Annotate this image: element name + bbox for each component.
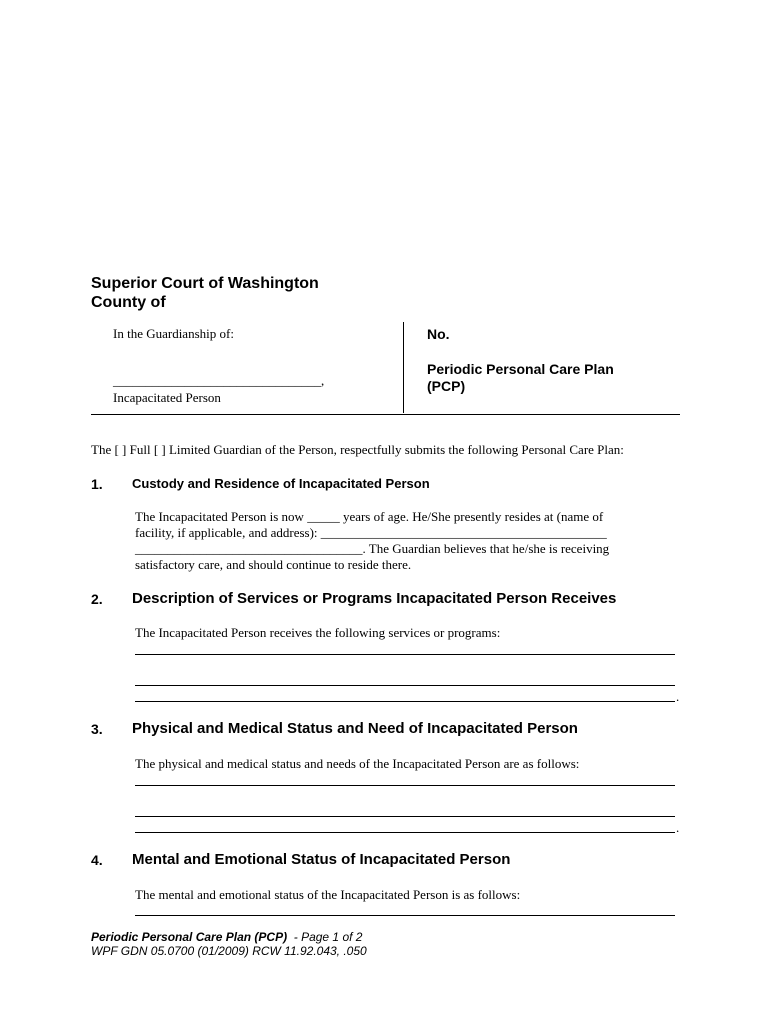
footer-form-title: Periodic Personal Care Plan (PCP) [91, 930, 288, 944]
section-2-title: Description of Services or Programs Incapacitated Person Receives [132, 590, 617, 607]
footer-page-number: - Page 1 of 2 [287, 930, 363, 944]
section-2-number: 2. [91, 591, 103, 607]
section-3-end-dot: . [676, 820, 680, 835]
section-2-paragraph: The Incapacitated Person receives the following services or programs: [135, 625, 501, 640]
section-4-number: 4. [91, 852, 103, 868]
section-1-title: Custody and Residence of Incapacitated Person [132, 476, 430, 491]
section-4-answer-line-1[interactable] [135, 915, 675, 916]
section-2-answer-line-3[interactable] [135, 701, 675, 702]
footer-title-line [91, 930, 367, 944]
court-heading [91, 274, 319, 312]
court-name: Superior Court of Washington [91, 275, 319, 292]
section-2-answer-line-1[interactable] [135, 654, 675, 655]
incapacitated-person-label: Incapacitated Person [113, 390, 221, 405]
section-1-number: 1. [91, 476, 103, 492]
case-number-label: No. [427, 326, 450, 342]
section-1-line-1: The Incapacitated Person is now _____ years of age. He/She presently resides at (name of [135, 509, 604, 524]
section-3-answer-line-3[interactable] [135, 832, 675, 833]
section-2-end-dot: . [676, 689, 680, 704]
footer-form-code: WPF GDN 05.0700 (01/2009) RCW 11.92.043, .050 [91, 944, 367, 958]
section-3-answer-line-2[interactable] [135, 816, 675, 817]
section-3-paragraph: The physical and medical status and needs of the Incapacitated Person are as follows: [135, 756, 580, 771]
section-4-paragraph: The mental and emotional status of the Incapacitated Person is as follows: [135, 887, 521, 902]
section-3-number: 3. [91, 721, 103, 737]
section-4-title: Mental and Emotional Status of Incapacitated Person [132, 851, 511, 868]
guardianship-of-label: In the Guardianship of: [113, 326, 234, 341]
document-title-line2: (PCP) [427, 378, 466, 394]
document-title [427, 361, 657, 395]
intro-statement: The [ ] Full [ ] Limited Guardian of the Person, respectfully submits the following Personal Care Plan: [91, 442, 624, 457]
section-1-line-4: satisfactory care, and should continue to reside there. [135, 557, 412, 572]
section-1-line-2: facility, if applicable, and address): ____________________________________________ [135, 525, 607, 540]
person-name-field[interactable]: ________________________________, [113, 373, 325, 388]
section-3-title: Physical and Medical Status and Need of Incapacitated Person [132, 720, 578, 737]
document-title-line1: Periodic Personal Care Plan [427, 361, 614, 377]
page-footer [91, 930, 367, 958]
section-2-answer-line-2[interactable] [135, 685, 675, 686]
section-1-line-3: ___________________________________. The Guardian believes that he/she is receiving [135, 541, 610, 556]
section-1-paragraph [135, 509, 609, 573]
case-caption [91, 322, 680, 415]
caption-divider [403, 322, 404, 413]
county-label: County of [91, 294, 166, 311]
section-3-answer-line-1[interactable] [135, 785, 675, 786]
